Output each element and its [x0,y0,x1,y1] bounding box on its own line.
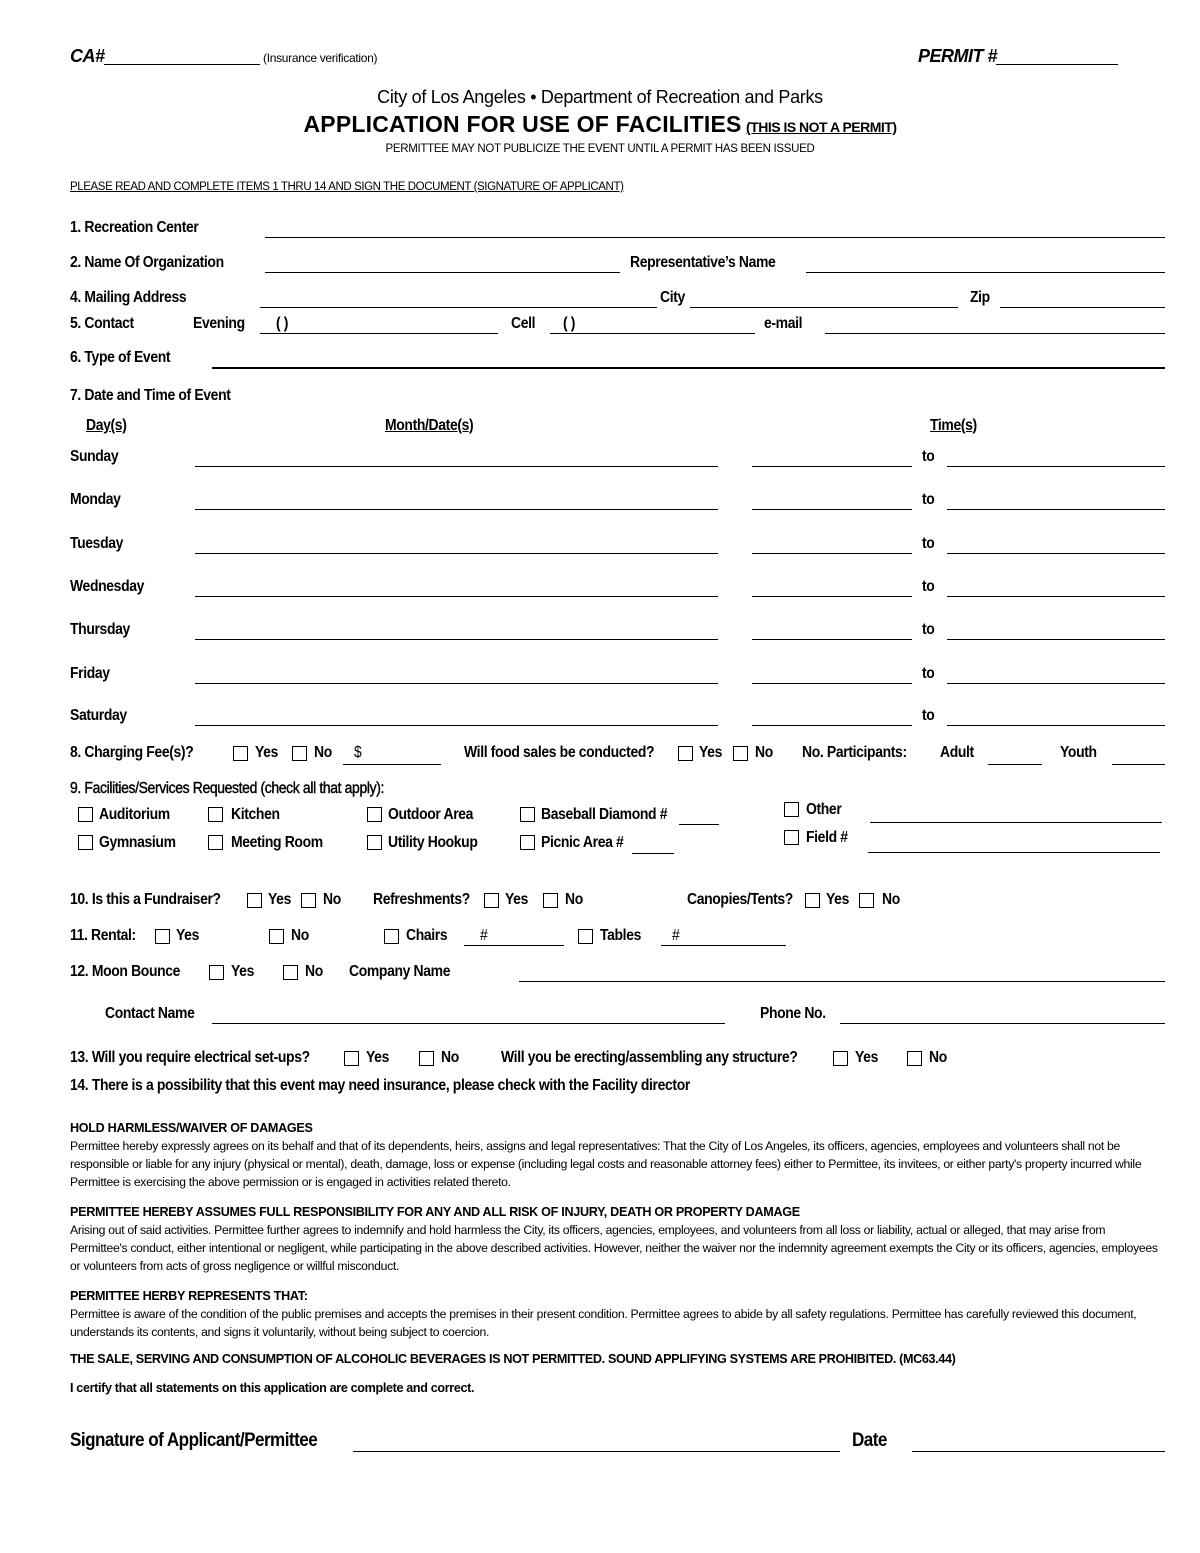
start-time-field[interactable] [752,639,912,640]
hold-harmless-section [70,1119,1160,1191]
auditorium-checkbox[interactable] [78,807,93,822]
day-label: Sunday [70,448,119,465]
fee-label: 8. Charging Fee(s)? [70,744,194,761]
electrical-no-label: No [441,1049,459,1066]
email-label: e-mail [764,315,803,332]
to-label: to [922,665,935,682]
signature-label: Signature of Applicant/Permittee [70,1430,318,1451]
day-dates-field[interactable] [195,596,718,597]
zip-field[interactable] [1000,307,1165,308]
company-name-field[interactable] [519,981,1165,982]
structure-label: Will you be erecting/assembling any structure? [501,1049,798,1066]
org-name-field[interactable] [265,272,620,273]
cell-area-code: ( ) [563,315,576,332]
canopies-yes-checkbox[interactable] [805,893,820,908]
day-dates-field[interactable] [195,466,718,467]
outdoor-area-checkbox[interactable] [367,807,382,822]
tables-hash: # [672,927,680,944]
event-type-label: 6. Type of Event [70,349,171,366]
start-time-field[interactable] [752,509,912,510]
permit-label: PERMIT # [918,46,998,66]
cell-phone-field[interactable] [550,333,755,334]
tables-count-field[interactable] [661,945,786,946]
zip-label: Zip [970,289,990,306]
chairs-checkbox[interactable] [384,929,399,944]
col-times-header: Time(s) [930,417,977,434]
responsibility-heading: PERMITTEE HEREBY ASSUMES FULL RESPONSIBILITY FOR ANY AND ALL RISK OF INJURY, DEATH OR PROPERTY DAMAGE [70,1205,800,1219]
cell-label: Cell [511,315,536,332]
start-time-field[interactable] [752,683,912,684]
other-checkbox[interactable] [784,802,799,817]
moon-bounce-no-label: No [305,963,323,980]
structure-yes-checkbox[interactable] [833,1051,848,1066]
baseball-checkbox[interactable] [520,807,535,822]
date-time-label: 7. Date and Time of Event [70,387,231,404]
start-time-field[interactable] [752,466,912,467]
to-label: to [922,491,935,508]
rental-yes-checkbox[interactable] [155,929,170,944]
represents-section [70,1287,1160,1341]
org-name-label: 2. Name Of Organization [70,254,224,271]
to-label: to [922,621,935,638]
food-yes-label: Yes [699,744,722,761]
canopies-label: Canopies/Tents? [687,891,793,908]
rental-yes-label: Yes [176,927,199,944]
youth-label: Youth [1060,744,1097,761]
end-time-field[interactable] [947,553,1165,554]
contact-name-field[interactable] [212,1023,725,1024]
start-time-field[interactable] [752,553,912,554]
to-label: to [922,448,935,465]
phone-label: Phone No. [760,1005,826,1022]
rep-name-label: Representative’s Name [630,254,776,271]
baseball-number-field[interactable] [679,824,719,825]
evening-area-code: ( ) [276,315,289,332]
canopies-yes-label: Yes [826,891,849,908]
day-dates-field[interactable] [195,725,718,726]
page-title: APPLICATION FOR USE OF FACILITIES [303,111,742,137]
kitchen-checkbox[interactable] [208,807,223,822]
electrical-yes-checkbox[interactable] [344,1051,359,1066]
responsibility-text: Arising out of said activities. Permittee further agrees to indemnify and hold harmless the City, its officers, agencies, employees, and volunteers from all loss or liability, actual or alleged, that may arise from Permittee's conduct, either intentional or negligent, while participating in the above described activities. However, neither the waiver nor the indemnity agreement exempts the City or its officers, agencies, employees or volunteers from acts of gross negligence or willful misconduct. [70,1223,1158,1273]
contact-label: 5. Contact [70,315,134,332]
day-label: Wednesday [70,578,145,595]
chairs-count-field[interactable] [464,945,564,946]
responsibility-section [70,1203,1160,1275]
moon-bounce-label: 12. Moon Bounce [70,963,181,980]
refreshments-no-checkbox[interactable] [543,893,558,908]
col-month-header: Month/Date(s) [385,417,474,434]
to-label: to [922,535,935,552]
day-dates-field[interactable] [195,639,718,640]
structure-yes-label: Yes [855,1049,878,1066]
start-time-field[interactable] [752,596,912,597]
moon-bounce-yes-checkbox[interactable] [209,965,224,980]
ca-note: (Insurance verification) [263,51,378,65]
permit-field[interactable] [996,64,1118,65]
picnic-checkbox[interactable] [520,835,535,850]
end-time-field[interactable] [947,683,1165,684]
not-permit-note: (THIS IS NOT A PERMIT) [746,119,897,135]
picnic-number-field[interactable] [632,853,674,854]
evening-label: Evening [193,315,245,332]
fee-yes-label: Yes [255,744,278,761]
alcohol-notice: THE SALE, SERVING AND CONSUMPTION OF ALCOHOLIC BEVERAGES IS NOT PERMITTED. SOUND APPLIFYING SYSTEMS ARE PROHIBITED. (MC63.44) [70,1352,956,1366]
canopies-no-label: No [882,891,900,908]
rental-no-checkbox[interactable] [269,929,284,944]
represents-text: Permittee is aware of the condition of the public premises and accepts the premises in their present condition. Permittee agrees to abide by all safety regulations. Permittee has carefully reviewed this document, understands its contents, and signs it voluntarily, without being subject to coercion. [70,1307,1137,1339]
company-name-label: Company Name [349,963,451,980]
food-sales-label: Will food sales be conducted? [464,744,655,761]
ca-field[interactable] [104,64,260,65]
utility-hookup-label: Utility Hookup [388,834,478,851]
to-label: to [922,707,935,724]
fundraiser-no-checkbox[interactable] [301,893,316,908]
phone-field[interactable] [840,1023,1165,1024]
hold-harmless-text: Permittee hereby expressly agrees on its behalf and that of its dependents, heirs, assigns and legal representatives: That the City of Los Angeles, its officers, agencies, employees and volunteers shall not be responsible or liable for any injury (physical or mental), death, damage, loss or expense (including legal costs and reasonable attorney fees) either to Permittee, its invitees, or either party's property incurred while Permittee is exercising the above permission or is engaged in activities related thereto. [70,1139,1142,1189]
moon-bounce-no-checkbox[interactable] [283,965,298,980]
field-number-field[interactable] [868,852,1160,853]
refreshments-yes-label: Yes [505,891,528,908]
rental-no-label: No [291,927,309,944]
contact-name-label: Contact Name [105,1005,195,1022]
kitchen-label: Kitchen [231,806,280,823]
electrical-no-checkbox[interactable] [419,1051,434,1066]
day-label: Thursday [70,621,130,638]
day-label: Tuesday [70,535,124,552]
tables-checkbox[interactable] [578,929,593,944]
represents-heading: PERMITTEE HERBY REPRESENTS THAT: [70,1289,308,1303]
signature-field[interactable] [353,1451,840,1452]
baseball-label: Baseball Diamond # [541,806,668,823]
field-label: Field # [806,829,848,846]
end-time-field[interactable] [947,639,1165,640]
chairs-hash: # [480,927,488,944]
mailing-field[interactable] [260,307,657,308]
col-days-header: Day(s) [86,417,127,434]
gymnasium-label: Gymnasium [99,834,176,851]
canopies-no-checkbox[interactable] [859,893,874,908]
fee-yes-checkbox[interactable] [233,746,248,761]
rental-label: 11. Rental: [70,927,136,944]
meeting-room-checkbox[interactable] [208,835,223,850]
end-time-field[interactable] [947,466,1165,467]
day-dates-field[interactable] [195,683,718,684]
page-title-row [0,111,1200,138]
outdoor-area-label: Outdoor Area [388,806,474,823]
end-time-field[interactable] [947,725,1165,726]
fee-no-label: No [314,744,332,761]
certify-statement: I certify that all statements on this application are complete and correct. [70,1381,475,1395]
rep-name-field[interactable] [806,272,1165,273]
mailing-label: 4. Mailing Address [70,289,187,306]
day-dates-field[interactable] [195,509,718,510]
picnic-label: Picnic Area # [541,834,624,851]
refreshments-yes-checkbox[interactable] [484,893,499,908]
rec-center-field[interactable] [265,237,1165,238]
ca-label: CA# [70,46,105,66]
food-yes-checkbox[interactable] [678,746,693,761]
start-time-field[interactable] [752,725,912,726]
email-field[interactable] [825,333,1165,334]
publicize-note: PERMITTEE MAY NOT PUBLICIZE THE EVENT UNTIL A PERMIT HAS BEEN ISSUED [385,143,815,155]
food-no-checkbox[interactable] [733,746,748,761]
chairs-label: Chairs [406,927,448,944]
insurance-note: 14. There is a possibility that this event may need insurance, please check with the Facility director [70,1077,690,1094]
day-dates-field[interactable] [195,553,718,554]
fundraiser-label: 10. Is this a Fundraiser? [70,891,221,908]
hold-harmless-heading: HOLD HARMLESS/WAIVER OF DAMAGES [70,1121,313,1135]
evening-phone-field[interactable] [260,333,498,334]
electrical-yes-label: Yes [366,1049,389,1066]
field-checkbox[interactable] [784,830,799,845]
food-no-label: No [755,744,773,761]
utility-hookup-checkbox[interactable] [367,835,382,850]
event-type-field[interactable] [212,367,1165,369]
fundraiser-yes-label: Yes [268,891,291,908]
structure-no-checkbox[interactable] [907,1051,922,1066]
city-label: City [660,289,685,306]
participants-label: No. Participants: [802,744,907,761]
department-line: City of Los Angeles • Department of Recreation and Parks [377,87,823,107]
meeting-room-label: Meeting Room [231,834,323,851]
date-field[interactable] [912,1451,1165,1452]
structure-no-label: No [929,1049,947,1066]
adult-count-field[interactable] [988,764,1042,765]
to-label: to [922,578,935,595]
other-field[interactable] [870,822,1162,823]
day-label: Monday [70,491,121,508]
auditorium-label: Auditorium [99,806,170,823]
adult-label: Adult [940,744,974,761]
refreshments-label: Refreshments? [373,891,470,908]
rec-center-label: 1. Recreation Center [70,219,199,236]
refreshments-no-label: No [565,891,583,908]
facilities-label: 9. Facilities/Services Requested (check all that apply): [70,780,385,797]
fee-no-checkbox[interactable] [292,746,307,761]
tables-label: Tables [600,927,642,944]
fundraiser-yes-checkbox[interactable] [247,893,262,908]
date-label: Date [852,1430,887,1451]
fee-dollar-sign: $ [354,744,362,761]
city-field[interactable] [690,307,958,308]
instructions: PLEASE READ AND COMPLETE ITEMS 1 THRU 14 AND SIGN THE DOCUMENT (SIGNATURE OF APPLICANT) [70,181,624,193]
day-label: Friday [70,665,110,682]
day-label: Saturday [70,707,127,724]
electrical-label: 13. Will you require electrical set-ups? [70,1049,310,1066]
fundraiser-no-label: No [323,891,341,908]
fee-amount-field[interactable] [343,764,441,765]
end-time-field[interactable] [947,596,1165,597]
moon-bounce-yes-label: Yes [231,963,254,980]
other-label: Other [806,801,842,818]
youth-count-field[interactable] [1112,764,1165,765]
end-time-field[interactable] [947,509,1165,510]
gymnasium-checkbox[interactable] [78,835,93,850]
